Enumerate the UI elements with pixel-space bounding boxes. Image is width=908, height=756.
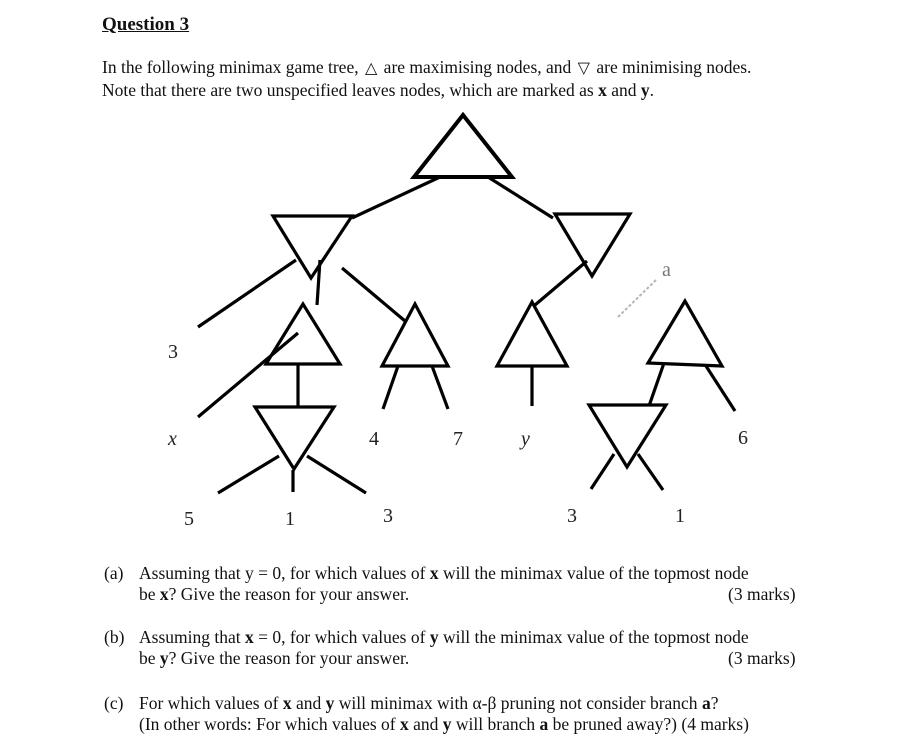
leaf-value: 4 xyxy=(369,428,379,450)
question-text: For which values of xyxy=(139,693,283,713)
question-c-marks: (4 marks) xyxy=(681,714,749,734)
max-node xyxy=(497,302,567,366)
question-text: = 0, for which values of xyxy=(253,627,430,647)
branch-a: a xyxy=(539,714,549,734)
max-node xyxy=(382,304,448,366)
question-text: will the minimax value of the topmost node xyxy=(438,563,749,583)
leaf-value: 5 xyxy=(184,508,194,530)
question-c-line-2 xyxy=(139,714,749,735)
question-text: Assuming that y xyxy=(139,563,254,583)
var-y: y xyxy=(640,80,650,100)
max-node-root xyxy=(414,115,512,177)
tree-edge xyxy=(535,261,587,305)
question-a-line-1 xyxy=(139,563,749,584)
tree-edge xyxy=(383,366,398,409)
question-b-label: (b) xyxy=(104,627,125,647)
leaf-value-y: y xyxy=(521,428,530,450)
leaf-value: 3 xyxy=(567,505,577,527)
branch-a-edge xyxy=(618,280,656,317)
var-x: x xyxy=(598,80,607,100)
question-text: ? xyxy=(710,693,719,713)
min-node xyxy=(589,405,666,467)
tree-edge xyxy=(198,333,298,417)
tree-edge xyxy=(638,454,663,490)
leaf-value: 6 xyxy=(738,427,748,449)
min-node-symbol-icon: ▽ xyxy=(577,60,590,77)
question-text: be pruned away?) xyxy=(548,714,682,734)
question-a-line-2 xyxy=(139,584,409,605)
tree-edge xyxy=(342,268,405,321)
var-y: y xyxy=(159,648,169,668)
tree-edge xyxy=(198,260,296,327)
leaf-value: 7 xyxy=(453,428,463,450)
intro-text: In the following minimax game tree, xyxy=(102,57,363,77)
leaf-value: 3 xyxy=(383,505,393,527)
max-node xyxy=(266,304,340,364)
var-x: x xyxy=(400,714,409,734)
tree-edge xyxy=(352,177,440,218)
question-c-line-1 xyxy=(139,693,718,714)
question-text: will the minimax value of the topmost node xyxy=(438,627,749,647)
tree-edge xyxy=(307,456,366,493)
var-x: x xyxy=(159,584,169,604)
var-y: y xyxy=(429,627,439,647)
question-a-marks: (3 marks) xyxy=(728,584,796,604)
leaf-value: 3 xyxy=(168,341,178,363)
question-text: be xyxy=(139,584,160,604)
question-c-label: (c) xyxy=(104,693,124,713)
question-a-label: (a) xyxy=(104,563,124,583)
question-b-marks: (3 marks) xyxy=(728,648,796,668)
min-node xyxy=(255,407,334,469)
question-text: = 0, for which values of xyxy=(253,563,430,583)
var-y: y xyxy=(442,714,452,734)
var-x: x xyxy=(429,563,439,583)
intro-text: and xyxy=(606,80,641,100)
question-text: Assuming that xyxy=(139,627,245,647)
max-node xyxy=(648,301,722,366)
var-x: x xyxy=(244,627,254,647)
tree-edge xyxy=(591,454,614,489)
question-text: be xyxy=(139,648,160,668)
question-text: will branch xyxy=(451,714,540,734)
var-y: y xyxy=(325,693,335,713)
tree-edge xyxy=(649,363,664,406)
question-text: ? Give the reason for your answer. xyxy=(168,584,410,604)
question-b-line-2 xyxy=(139,648,409,669)
question-text: and xyxy=(291,693,326,713)
tree-edge xyxy=(218,456,279,493)
var-x: x xyxy=(282,693,292,713)
branch-a-label: a xyxy=(662,259,671,281)
question-text: (In other words: For which values of xyxy=(139,714,400,734)
tree-edge xyxy=(432,366,448,409)
intro-text: are minimising nodes. xyxy=(591,57,752,77)
intro-text: Note that there are two unspecified leaves nodes, which are marked as xyxy=(102,80,599,100)
question-b-line-1 xyxy=(139,627,749,648)
leaf-value: 1 xyxy=(675,505,685,527)
leaf-value: 1 xyxy=(285,508,295,530)
question-text: ? Give the reason for your answer. xyxy=(168,648,410,668)
intro-text: . xyxy=(649,80,655,100)
max-node-symbol-icon: △ xyxy=(364,60,378,77)
question-text: will minimax with α-β pruning not consider branch xyxy=(334,693,702,713)
min-node xyxy=(555,214,630,276)
tree-edge xyxy=(488,177,553,218)
leaf-value-x: x xyxy=(168,428,177,450)
question-text: and xyxy=(408,714,443,734)
tree-edge xyxy=(706,366,735,411)
branch-a: a xyxy=(701,693,711,713)
question-title: Question 3 xyxy=(102,14,190,35)
intro-text: are maximising nodes, and xyxy=(379,57,576,77)
